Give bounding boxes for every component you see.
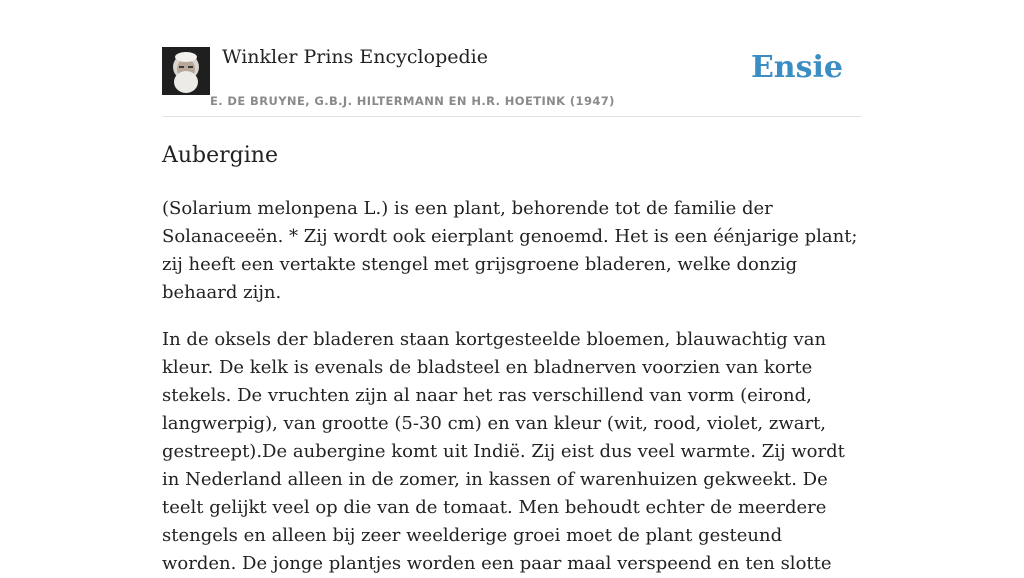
ensie-logo-link[interactable]: Ensie — [750, 50, 843, 85]
article-paragraph: (Solarium melonpena L.) is een plant, behorende tot de familie der Solanaceeën. * Zij wordt ook eierplant genoemd. Het is een éénjarige plant; zij heeft een vertakte stengel met grijsgroene bladeren, welke donzig behaard zijn. — [162, 198, 858, 303]
article-title: Aubergine — [162, 143, 278, 168]
author-avatar[interactable] — [162, 47, 210, 95]
author-portrait-icon — [162, 47, 210, 95]
publication-title[interactable]: Winkler Prins Encyclopedie — [222, 46, 488, 68]
article-paragraph: In de oksels der bladeren staan kortgesteelde bloemen, blauwachtig van kleur. De kelk is evenals de bladsteel en bladnerven voorzien van korte stekels. De vruchten zijn al naar het ras verschillend van vorm (eirond, langwerpig), van grootte (5-30 cm) en van kleur (wit, rood, violet, zwart, gestreept).De aubergine komt uit Indië. Zij eist dus veel warmte. Zij wordt in Nederland alleen in de zomer, in kassen of warenhuizen gekweekt. De teelt gelijkt veel op die van de tomaat. Men behoudt echter de meerdere stengels en alleen bij zeer weelderige groei moet de plant gesteund worden. De jonge plantjes worden een paar maal verspeend en ten slotte — [162, 329, 845, 574]
publication-header — [162, 0, 862, 117]
publication-authors: E. DE BRUYNE, G.B.J. HILTERMANN EN H.R. HOETINK (1947) — [210, 94, 615, 108]
content-column — [162, 0, 862, 578]
